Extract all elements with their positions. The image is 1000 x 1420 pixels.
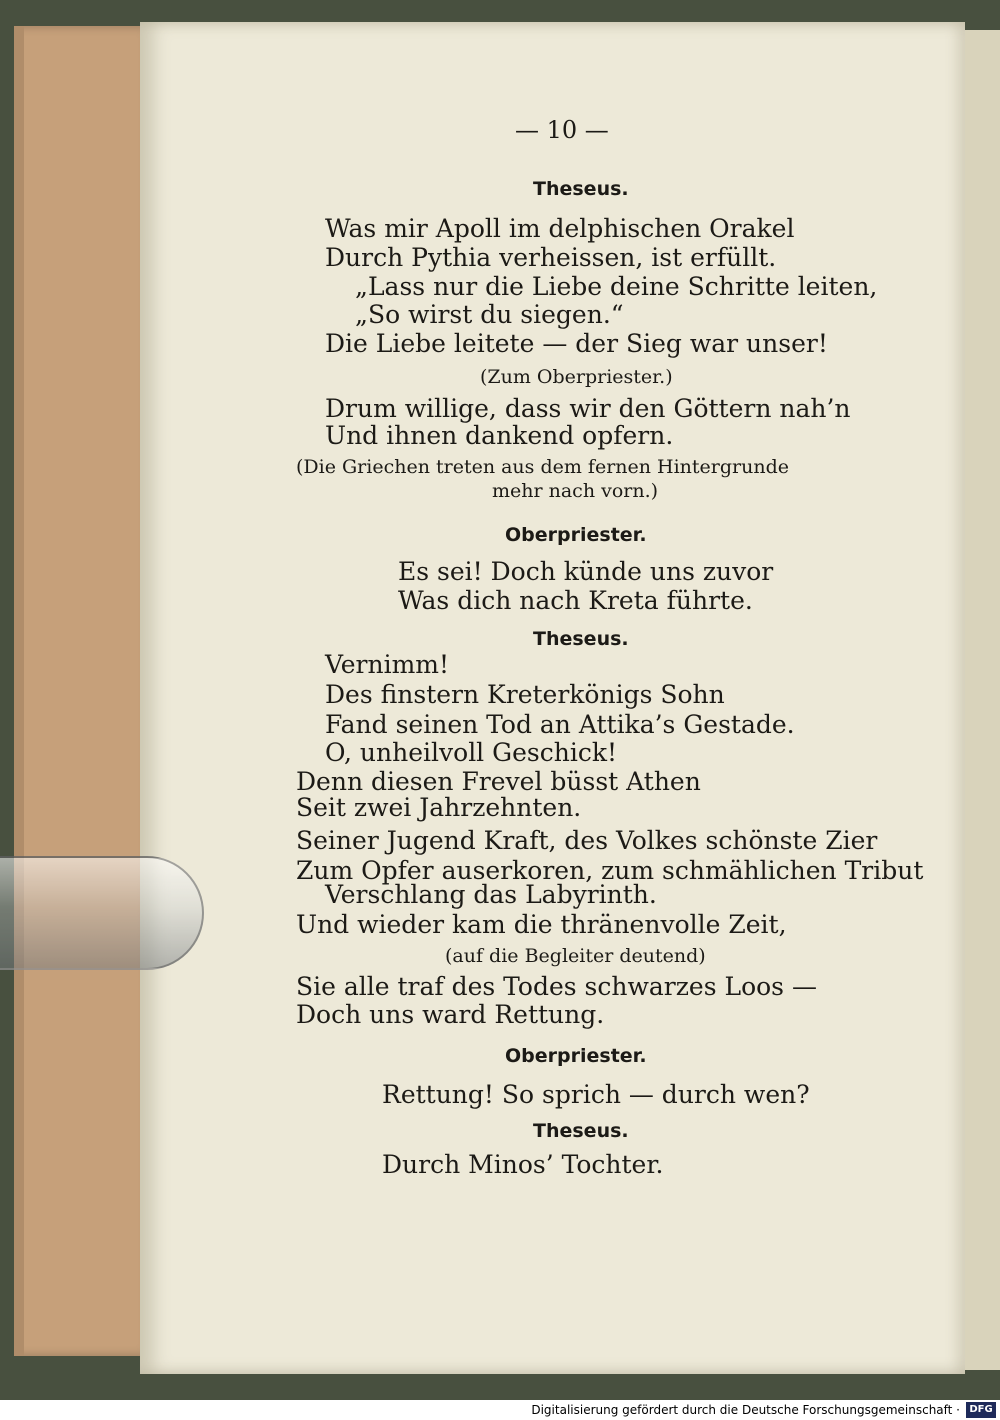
speaker-oberpriester: Oberpriester.: [505, 524, 647, 546]
speaker-theseus: Theseus.: [533, 628, 629, 650]
verse-line: Denn diesen Frevel büsst Athen: [296, 767, 701, 796]
verse-line: Doch uns ward Rettung.: [296, 1000, 605, 1029]
stage-direction: (Zum Oberpriester.): [480, 366, 673, 388]
verse-line: Fand seinen Tod an Attika’s Gestade.: [325, 710, 795, 739]
verse-line: Die Liebe leitete — der Sieg war unser!: [325, 329, 828, 358]
verse-line: „So wirst du siegen.“: [355, 300, 624, 329]
verse-line: Durch Minos’ Tochter.: [382, 1150, 664, 1179]
speaker-theseus: Theseus.: [533, 1120, 629, 1142]
page-number: — 10 —: [515, 116, 609, 144]
verse-line: Verschlang das Labyrinth.: [325, 880, 657, 909]
book-cover-edge: [14, 26, 24, 1356]
verse-line: Rettung! So sprich — durch wen?: [382, 1080, 810, 1109]
verse-line: Seiner Jugend Kraft, des Volkes schönste Zier: [296, 826, 878, 855]
glass-page-holder: [0, 856, 204, 970]
speaker-oberpriester: Oberpriester.: [505, 1045, 647, 1067]
verse-line: Was mir Apoll im delphischen Orakel: [325, 214, 795, 243]
verse-line: Vernimm!: [325, 650, 450, 679]
verse-line: Es sei! Doch künde uns zuvor: [398, 557, 774, 586]
verse-line: Was dich nach Kreta führte.: [398, 586, 753, 615]
digitization-footer: [0, 1400, 1000, 1420]
verse-line: Durch Pythia verheissen, ist erfüllt.: [325, 243, 777, 272]
stage-direction: (Die Griechen treten aus dem fernen Hintergrunde: [296, 456, 790, 478]
stage-direction: mehr nach vorn.): [492, 480, 659, 502]
verse-line: Und wieder kam die thränenvolle Zeit,: [296, 910, 787, 939]
book-cover-board: [14, 26, 154, 1356]
verse-line: O, unheilvoll Geschick!: [325, 738, 618, 767]
funding-credit: Digitalisierung gefördert durch die Deutsche Forschungsgemeinschaft ·: [531, 1403, 960, 1417]
verse-line: Seit zwei Jahrzehnten.: [296, 793, 582, 822]
verse-line: Drum willige, dass wir den Göttern nah’n: [325, 394, 851, 423]
verse-line: „Lass nur die Liebe deine Schritte leiten,: [355, 272, 878, 301]
stage-direction: (auf die Begleiter deutend): [445, 945, 706, 967]
verse-line: Des finstern Kreterkönigs Sohn: [325, 680, 725, 709]
verse-line: Sie alle traf des Todes schwarzes Loos —: [296, 972, 817, 1001]
verse-line: Zum Opfer auserkoren, zum schmählichen Tribut: [296, 856, 924, 885]
speaker-theseus: Theseus.: [533, 178, 629, 200]
dfg-logo-icon: DFG: [966, 1402, 996, 1418]
verse-line: Und ihnen dankend opfern.: [325, 421, 674, 450]
